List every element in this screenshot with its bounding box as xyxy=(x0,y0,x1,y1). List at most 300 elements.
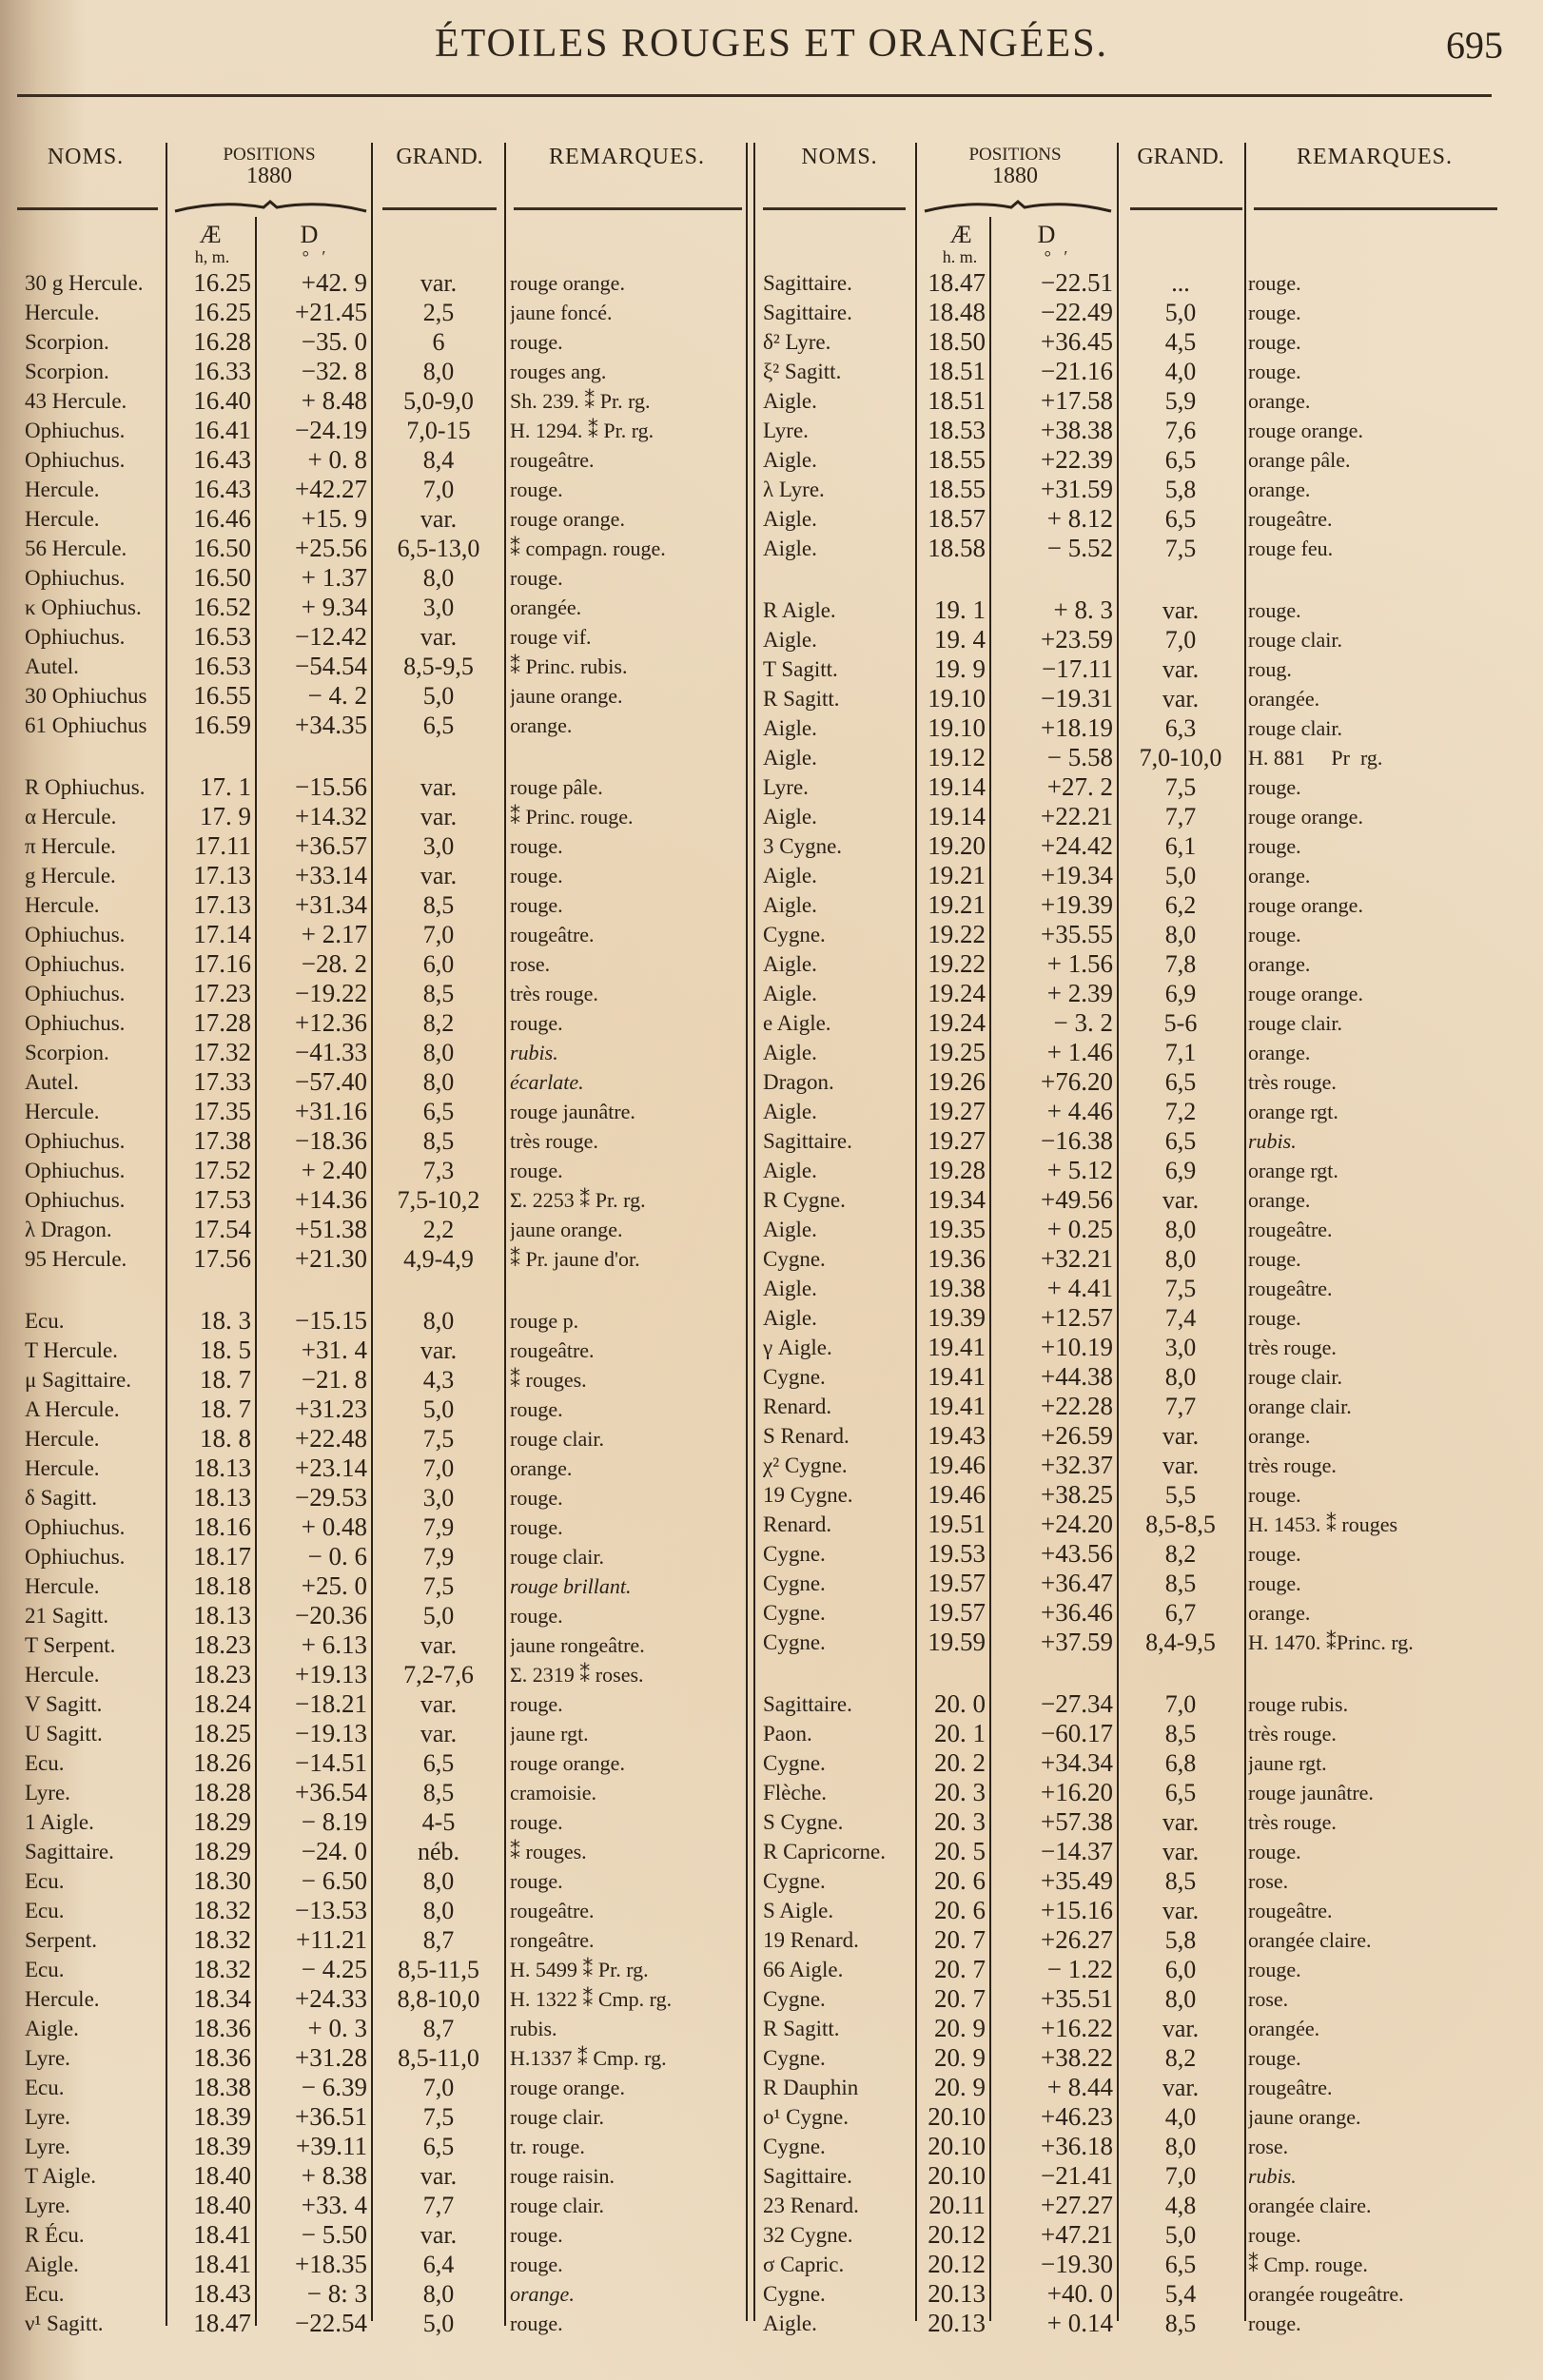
star-name: Aigle. xyxy=(763,982,817,1005)
table-row xyxy=(752,475,1513,504)
declination: + 8.44 xyxy=(1046,2073,1113,2101)
star-name: 66 Aigle. xyxy=(763,1958,844,1981)
magnitude: 7,2 xyxy=(1164,1098,1197,1125)
magnitude: 5,0 xyxy=(422,682,455,710)
right-ascension: 19.21 xyxy=(928,861,986,889)
table-row xyxy=(752,534,1513,563)
star-name: Aigle. xyxy=(763,1041,817,1064)
star-name: Ophiuchus. xyxy=(25,1515,126,1539)
star-name: Hercule. xyxy=(25,478,100,501)
remarque: rougeâtre. xyxy=(1248,1899,1333,1922)
magnitude: 7,1 xyxy=(1164,1039,1197,1066)
star-name: Sagittaire. xyxy=(763,1692,852,1716)
magnitude: var. xyxy=(420,1631,458,1659)
right-ascension: 19.22 xyxy=(928,949,986,978)
star-name: δ² Lyre. xyxy=(763,330,831,354)
header-noms: NOMS. xyxy=(801,145,878,169)
table-row xyxy=(752,1539,1513,1569)
table-row xyxy=(752,1925,1513,1955)
star-name: Cygne. xyxy=(763,1751,826,1775)
magnitude: 7,0 xyxy=(1164,626,1197,654)
declination: +44.38 xyxy=(1041,1362,1113,1391)
declination: +31.59 xyxy=(1041,475,1113,503)
star-name: V Sagitt. xyxy=(25,1692,103,1716)
right-ascension: 17.14 xyxy=(193,920,251,948)
magnitude: 8,0 xyxy=(422,1039,455,1066)
table-row xyxy=(0,327,752,357)
group-gap xyxy=(0,740,752,772)
right-ascension: 18.38 xyxy=(193,2073,251,2101)
remarque: rouge. xyxy=(1248,2312,1301,2335)
star-name: S Cygne. xyxy=(763,1810,844,1834)
declination: +19.13 xyxy=(295,1660,367,1688)
remarque: orange rgt. xyxy=(1248,1100,1338,1123)
right-ascension: 16.53 xyxy=(193,652,251,680)
declination: +34.34 xyxy=(1041,1748,1113,1777)
magnitude: 7,5 xyxy=(422,1572,455,1600)
remarque: rouge. xyxy=(510,1515,563,1539)
magnitude: var. xyxy=(1162,1808,1200,1836)
star-name: Cygne. xyxy=(763,1630,826,1654)
magnitude: 6,9 xyxy=(1164,1157,1197,1184)
declination: −16.38 xyxy=(1041,1126,1113,1155)
star-name: Aigle. xyxy=(763,1159,817,1182)
magnitude: 8,0 xyxy=(1164,2133,1197,2160)
table-row xyxy=(0,2161,752,2191)
header-grand: GRAND. xyxy=(1137,145,1224,169)
remarque: rouge. xyxy=(1248,598,1301,622)
remarque: jaune orange. xyxy=(510,684,623,708)
declination: +23.59 xyxy=(1041,625,1113,654)
declination: +21.30 xyxy=(295,1244,367,1273)
remarque: rouge. xyxy=(510,834,563,858)
star-name: Aigle. xyxy=(763,389,817,413)
right-ascension: 16.25 xyxy=(193,298,251,326)
remarque: tr. rouge. xyxy=(510,2135,585,2158)
table-row xyxy=(0,1660,752,1689)
magnitude: 8,2 xyxy=(422,1009,455,1037)
right-ascension: 19.59 xyxy=(928,1628,986,1656)
declination: +34.35 xyxy=(295,711,367,739)
table-row xyxy=(752,2102,1513,2132)
remarque: Σ. 2253 ⁑ Pr. rg. xyxy=(510,1188,646,1212)
table-row xyxy=(752,713,1513,743)
table-row xyxy=(752,1215,1513,1244)
right-ascension: 18.30 xyxy=(193,1866,251,1895)
declination: +43.56 xyxy=(1041,1539,1113,1568)
right-ascension: 19.57 xyxy=(928,1569,986,1597)
remarque: ⁑ rouges. xyxy=(510,1368,587,1392)
right-ascension: 18.24 xyxy=(193,1689,251,1718)
declination: + 0. 3 xyxy=(307,2014,367,2042)
star-name: Ophiuchus. xyxy=(25,952,126,976)
right-ascension: 18.16 xyxy=(193,1512,251,1541)
right-ascension: 19.26 xyxy=(928,1067,986,1096)
magnitude: var. xyxy=(420,1690,458,1718)
right-ascension: 20. 6 xyxy=(934,1866,986,1895)
declination: −54.54 xyxy=(295,652,367,680)
declination: +49.56 xyxy=(1041,1185,1113,1214)
table-row xyxy=(0,2132,752,2161)
remarque: rouge. xyxy=(510,330,563,354)
table-row xyxy=(752,2014,1513,2043)
declination: −12.42 xyxy=(295,622,367,651)
table-row xyxy=(752,1362,1513,1392)
star-name: Cygne. xyxy=(763,1987,826,2011)
magnitude: 7,6 xyxy=(1164,417,1197,444)
magnitude: 8,0 xyxy=(422,1897,455,1924)
magnitude: var. xyxy=(420,269,458,297)
star-name: Ophiuchus. xyxy=(25,1545,126,1569)
right-ascension: 19.24 xyxy=(928,979,986,1007)
right-ascension: 19.27 xyxy=(928,1097,986,1125)
star-name: Hercule. xyxy=(25,1456,100,1480)
table-row xyxy=(752,1866,1513,1896)
star-name: Ecu. xyxy=(25,1309,65,1333)
magnitude: 3,0 xyxy=(1164,1334,1197,1361)
declination: +36.46 xyxy=(1041,1598,1113,1627)
right-ascension: 20.11 xyxy=(928,2191,986,2219)
right-ascension: 18.51 xyxy=(928,386,986,415)
declination: − 5.58 xyxy=(1046,743,1113,771)
positions-brace xyxy=(173,200,368,215)
star-name: Sagittaire. xyxy=(763,271,852,295)
declination: +32.37 xyxy=(1041,1451,1113,1479)
remarque: rougeâtre. xyxy=(1248,1277,1333,1300)
remarque: rouge. xyxy=(1248,1542,1301,1566)
magnitude: 8,5 xyxy=(1164,1570,1197,1597)
declination: +12.57 xyxy=(1041,1303,1113,1332)
magnitude: néb. xyxy=(417,1838,460,1865)
right-ascension: 18.23 xyxy=(193,1630,251,1659)
remarque: rouge. xyxy=(510,864,563,888)
declination: + 0. 8 xyxy=(307,445,367,474)
remarque: rougeâtre. xyxy=(1248,2076,1333,2099)
right-ascension: 17.32 xyxy=(193,1038,251,1066)
table-row xyxy=(752,1333,1513,1362)
declination: −21.41 xyxy=(1041,2161,1113,2190)
remarque: jaune foncé. xyxy=(510,301,613,324)
remarque: rouge clair. xyxy=(510,2194,604,2217)
remarque: orangée rougeâtre. xyxy=(1248,2282,1404,2306)
right-ascension: 16.28 xyxy=(193,327,251,356)
magnitude: 8,5 xyxy=(422,891,455,919)
star-table-right xyxy=(752,143,1513,2337)
declination: −32. 8 xyxy=(301,357,367,385)
right-ascension: 20.10 xyxy=(928,2132,986,2160)
remarque: jaune rgt. xyxy=(1248,1751,1327,1775)
magnitude: 8,5 xyxy=(1164,2310,1197,2337)
right-ascension: 20.10 xyxy=(928,2102,986,2131)
right-ascension: 19.41 xyxy=(928,1362,986,1391)
right-ascension: 17.28 xyxy=(193,1008,251,1037)
magnitude: 7,9 xyxy=(422,1543,455,1570)
table-row xyxy=(752,2220,1513,2250)
remarque: cramoisie. xyxy=(510,1781,597,1805)
right-ascension: 18.25 xyxy=(193,1719,251,1747)
magnitude: 8,7 xyxy=(422,2015,455,2042)
remarque: orange pâle. xyxy=(1248,448,1351,472)
right-ascension: 20. 7 xyxy=(934,1925,986,1954)
star-name: χ² Cygne. xyxy=(763,1453,848,1477)
remarque: H.1337 ⁑ Cmp. rg. xyxy=(510,2046,667,2070)
magnitude: var. xyxy=(1162,2074,1200,2101)
page-title: ÉTOILES ROUGES ET ORANGÉES. xyxy=(434,22,1109,66)
star-name: Sagittaire. xyxy=(763,1129,852,1153)
header-remarques: REMARQUES. xyxy=(1296,145,1454,169)
table-row xyxy=(752,1480,1513,1510)
star-name: Cygne. xyxy=(763,1601,826,1625)
magnitude: 4,9-4,9 xyxy=(403,1245,474,1273)
right-ascension: 16.50 xyxy=(193,563,251,592)
table-row xyxy=(752,1837,1513,1866)
remarque: rougeâtre. xyxy=(510,1899,595,1922)
magnitude: 5,4 xyxy=(1164,2280,1197,2308)
magnitude: 8,5 xyxy=(422,1127,455,1155)
table-row xyxy=(0,1336,752,1365)
declination: +18.35 xyxy=(295,2250,367,2278)
table-row xyxy=(0,1778,752,1807)
magnitude: 3,0 xyxy=(422,1484,455,1512)
star-name: Ecu. xyxy=(25,2282,65,2306)
right-ascension: 18. 7 xyxy=(200,1365,251,1394)
right-ascension: 19. 4 xyxy=(934,625,986,654)
magnitude: var. xyxy=(420,862,458,889)
star-name: Cygne. xyxy=(763,1571,826,1595)
star-name: λ Dragon. xyxy=(25,1218,112,1241)
star-name: Scorpion. xyxy=(25,1041,109,1064)
right-ascension: 19.10 xyxy=(928,684,986,712)
star-name: T Serpent. xyxy=(25,1633,116,1657)
declination: − 3. 2 xyxy=(1053,1008,1113,1037)
star-name: Hercule. xyxy=(25,507,100,531)
declination: +31. 4 xyxy=(301,1336,367,1364)
table-row xyxy=(0,831,752,861)
table-row xyxy=(0,1837,752,1866)
star-name: Ophiuchus. xyxy=(25,1159,126,1182)
table-row xyxy=(0,593,752,622)
declination: −24. 0 xyxy=(301,1837,367,1865)
declination: −35. 0 xyxy=(301,327,367,356)
header-underline xyxy=(763,207,906,210)
table-row xyxy=(752,445,1513,475)
declination: −13.53 xyxy=(295,1896,367,1924)
declination: + 2.17 xyxy=(301,920,367,948)
right-ascension: 18.40 xyxy=(193,2161,251,2190)
magnitude: 6,5 xyxy=(1164,505,1197,533)
declination: −18.36 xyxy=(295,1126,367,1155)
right-ascension: 18.29 xyxy=(193,1837,251,1865)
magnitude: 8,0 xyxy=(1164,1363,1197,1391)
star-name: Aigle. xyxy=(763,507,817,531)
declination: + 8.48 xyxy=(301,386,367,415)
magnitude: 6,5 xyxy=(1164,2251,1197,2278)
star-name: 61 Ophiuchus xyxy=(25,713,147,737)
star-name: ξ² Sagitt. xyxy=(763,360,842,383)
table-row xyxy=(0,2102,752,2132)
star-name: Ecu. xyxy=(25,2076,65,2099)
right-ascension: 16.25 xyxy=(193,268,251,297)
right-ascension: 19.34 xyxy=(928,1185,986,1214)
table-row xyxy=(0,949,752,979)
right-ascension: 18.58 xyxy=(928,534,986,562)
star-name: 23 Renard. xyxy=(763,2194,859,2217)
star-name: Flèche. xyxy=(763,1781,828,1805)
table-row xyxy=(752,890,1513,920)
declination: −17.11 xyxy=(1042,654,1113,683)
table-row xyxy=(752,684,1513,713)
remarque: rouge. xyxy=(510,1810,563,1834)
magnitude: 8,0 xyxy=(422,1307,455,1335)
right-rows xyxy=(752,268,1513,2338)
table-row xyxy=(0,1925,752,1955)
right-ascension: 19.10 xyxy=(928,713,986,742)
header-positions: POSITIONS xyxy=(223,145,316,165)
magnitude: var. xyxy=(1162,1452,1200,1479)
remarque: orange. xyxy=(510,2282,575,2306)
right-ascension: 20. 6 xyxy=(934,1896,986,1924)
right-ascension: 20.12 xyxy=(928,2220,986,2249)
declination: −22.51 xyxy=(1041,268,1113,297)
right-ascension: 18.41 xyxy=(193,2250,251,2278)
magnitude: 7,0 xyxy=(1164,1690,1197,1718)
declination: +25. 0 xyxy=(301,1571,367,1600)
right-ascension: 19.21 xyxy=(928,890,986,919)
declination: +36.47 xyxy=(1041,1569,1113,1597)
star-name: 95 Hercule. xyxy=(25,1247,127,1271)
star-name: Aigle. xyxy=(763,628,817,652)
right-ascension: 18.55 xyxy=(928,445,986,474)
header-remarques: REMARQUES. xyxy=(548,145,706,169)
right-ascension: 18. 5 xyxy=(200,1336,251,1364)
declination: − 8: 3 xyxy=(306,2279,367,2308)
right-ascension: 18.48 xyxy=(928,298,986,326)
remarque: orangée. xyxy=(1248,2017,1320,2040)
declination: +22.21 xyxy=(1041,802,1113,830)
right-ascension: 16.41 xyxy=(193,416,251,444)
magnitude: 2,2 xyxy=(422,1216,455,1243)
magnitude: 7,9 xyxy=(422,1513,455,1541)
table-row xyxy=(752,2279,1513,2309)
remarque: très rouge. xyxy=(1248,1453,1337,1477)
right-ascension: 18.50 xyxy=(928,327,986,356)
table-row xyxy=(752,2309,1513,2338)
ra-header: Æ xyxy=(199,221,222,248)
magnitude: 6,1 xyxy=(1164,832,1197,860)
declination: +27.27 xyxy=(1041,2191,1113,2219)
remarque: jaune orange. xyxy=(1248,2105,1361,2129)
remarque: orange. xyxy=(1248,1424,1311,1448)
remarque: rouge orange. xyxy=(1248,419,1363,442)
remarque: rouge. xyxy=(510,2253,563,2276)
declination: +16.20 xyxy=(1041,1778,1113,1806)
table-row xyxy=(752,654,1513,684)
star-name: Aigle. xyxy=(763,805,817,829)
star-name: Lyre. xyxy=(25,2046,70,2070)
table-row xyxy=(752,1303,1513,1333)
star-name: Hercule. xyxy=(25,1427,100,1451)
star-name: g Hercule. xyxy=(25,864,116,888)
declination: +31.23 xyxy=(295,1395,367,1423)
declination: +42. 9 xyxy=(301,268,367,297)
magnitude: 6,0 xyxy=(1164,1956,1197,1983)
remarque: jaune rgt. xyxy=(510,1722,589,1746)
table-row xyxy=(752,861,1513,890)
remarque: Sh. 239. ⁑ Pr. rg. xyxy=(510,389,651,413)
star-name: Hercule. xyxy=(25,893,100,917)
star-name: A Hercule. xyxy=(25,1397,120,1421)
star-name: Renard. xyxy=(763,1512,832,1536)
magnitude: 5,0 xyxy=(422,2310,455,2337)
remarque: rubis. xyxy=(1248,2164,1297,2188)
right-ascension: 18.41 xyxy=(193,2220,251,2249)
right-ascension: 19.27 xyxy=(928,1126,986,1155)
magnitude: 8,0 xyxy=(422,564,455,592)
table-row xyxy=(752,1392,1513,1421)
declination: + 1.56 xyxy=(1046,949,1113,978)
magnitude: var. xyxy=(420,2221,458,2249)
magnitude: 8,5 xyxy=(1164,1867,1197,1895)
magnitude: 8,5 xyxy=(422,980,455,1007)
table-row xyxy=(0,1719,752,1748)
magnitude: 7,5 xyxy=(1164,535,1197,562)
table-row xyxy=(752,268,1513,298)
star-name: Lyre. xyxy=(25,2194,70,2217)
declination: +18.19 xyxy=(1041,713,1113,742)
remarque: Σ. 2319 ⁑ roses. xyxy=(510,1663,644,1687)
remarque: rouge jaunâtre. xyxy=(510,1100,635,1123)
declination: +26.59 xyxy=(1041,1421,1113,1450)
remarque: rouge rubis. xyxy=(1248,1692,1349,1716)
star-name: Ophiuchus. xyxy=(25,625,126,649)
magnitude: 6,5 xyxy=(1164,1779,1197,1806)
remarque: rouge. xyxy=(1248,1483,1301,1507)
star-name: 30 Ophiuchus xyxy=(25,684,147,708)
right-ascension: 17. 9 xyxy=(200,802,251,830)
right-ascension: 20. 2 xyxy=(934,1748,986,1777)
table-row xyxy=(752,1097,1513,1126)
declination: − 5.52 xyxy=(1046,534,1113,562)
declination: −21. 8 xyxy=(301,1365,367,1394)
declination: −28. 2 xyxy=(301,949,367,978)
remarque: rouge clair. xyxy=(510,2105,604,2129)
magnitude: 2,5 xyxy=(422,299,455,326)
table-row xyxy=(752,2161,1513,2191)
remarque: rougeâtre. xyxy=(510,1338,595,1362)
star-name: Autel. xyxy=(25,654,79,678)
right-ascension: 20. 9 xyxy=(934,2014,986,2042)
declination: +14.36 xyxy=(295,1185,367,1214)
remarque: rouge pâle. xyxy=(510,775,603,799)
star-name: Renard. xyxy=(763,1395,832,1418)
declination: + 8. 3 xyxy=(1053,595,1113,624)
right-ascension: 19.51 xyxy=(928,1510,986,1538)
right-ascension: 17.38 xyxy=(193,1126,251,1155)
right-ascension: 20. 3 xyxy=(934,1778,986,1806)
right-ascension: 18.40 xyxy=(193,2191,251,2219)
remarque: très rouge. xyxy=(1248,1336,1337,1359)
declination: +38.38 xyxy=(1041,416,1113,444)
right-ascension: 16.43 xyxy=(193,445,251,474)
remarque: rouge. xyxy=(510,1011,563,1035)
declination: +23.14 xyxy=(295,1453,367,1482)
remarque: rouge clair. xyxy=(1248,1365,1342,1389)
right-ascension: 16.59 xyxy=(193,711,251,739)
remarque: roug. xyxy=(1248,657,1292,681)
remarque: rose. xyxy=(1248,1869,1289,1893)
star-name: σ Capric. xyxy=(763,2253,845,2276)
table-row xyxy=(0,2309,752,2338)
